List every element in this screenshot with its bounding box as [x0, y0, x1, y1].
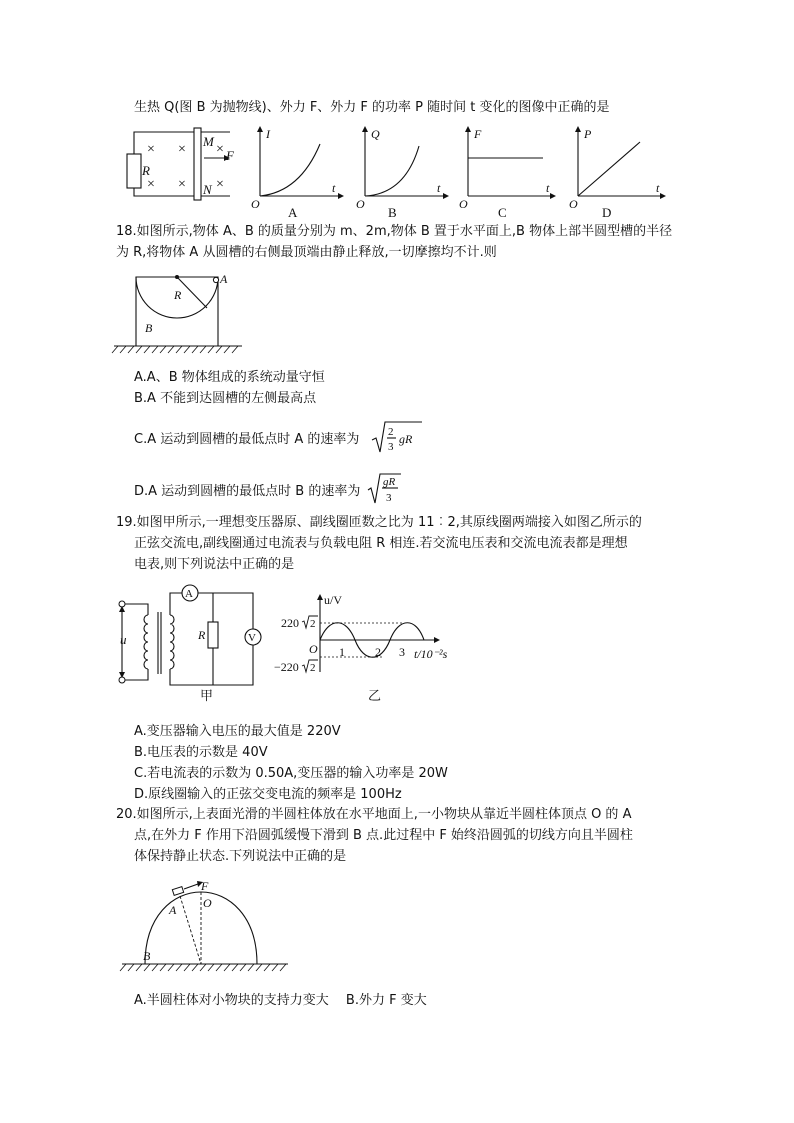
q19-option-d: D.原线圈输入的正弦交变电流的频率是 100Hz — [134, 787, 402, 802]
q17-graph-d — [568, 126, 668, 221]
yi-xlabel: t/10⁻²s — [414, 647, 448, 661]
caption-c: C — [498, 205, 507, 220]
svg-text:O: O — [309, 642, 318, 656]
svg-text:−220: −220 — [274, 660, 299, 674]
svg-text:O: O — [356, 197, 365, 211]
q18-option-b: B.A 不能到达圆槽的左侧最高点 — [134, 391, 317, 406]
svg-text:F: F — [226, 148, 234, 163]
q19-jia-caption: 甲 — [200, 689, 214, 704]
svg-text:3: 3 — [386, 492, 392, 504]
q18-option-c-formula — [370, 418, 430, 458]
svg-text:×: × — [178, 142, 186, 157]
q20-options-ab: A.半圆柱体对小物块的支持力变大 B.外力 F 变大 — [134, 993, 427, 1008]
svg-text:N: N — [203, 182, 212, 197]
q19-line2: 正弦交流电,副线圈通过电流表与负载电阻 R 相连.若交流电压表和交流电流表都是理想 — [134, 536, 628, 551]
q17-circuit-figure — [120, 128, 245, 208]
svg-text:A: A — [169, 903, 177, 917]
svg-text:O: O — [203, 896, 212, 910]
q19-figure-jia — [110, 582, 280, 702]
svg-text:220: 220 — [281, 616, 299, 630]
q18-line1: 18.如图所示,物体 A、B 的质量分别为 m、2m,物体 B 置于水平面上,B 物体上部半圆型槽的半径 — [116, 224, 673, 239]
q17-graph-b — [355, 126, 450, 221]
svg-text:Q: Q — [371, 127, 380, 141]
svg-text:I: I — [266, 127, 270, 141]
svg-text:P: P — [584, 127, 592, 141]
q20-line2: 点,在外力 F 作用下沿圆弧缓慢下滑到 B 点.此过程中 F 始终沿圆弧的切线方向且半圆柱 — [134, 828, 633, 843]
svg-text:R: R — [198, 628, 206, 642]
q18-option-d: D.A 运动到圆槽的最低点时 B 的速率为 — [134, 484, 361, 499]
q19-line3: 电表,则下列说法中正确的是 — [134, 557, 295, 572]
caption-b: B — [388, 205, 397, 220]
svg-text:×: × — [178, 177, 186, 192]
q20-line3: 体保持静止状态.下列说法中正确的是 — [134, 849, 347, 864]
q18-option-d-formula — [367, 472, 407, 508]
svg-text:3: 3 — [399, 645, 405, 659]
svg-text:B: B — [143, 949, 151, 963]
q18-figure — [112, 268, 252, 358]
q18-line2: 为 R,将物体 A 从圆槽的右侧最顶端由静止释放,一切摩擦均不计.则 — [116, 245, 497, 260]
q19-line1: 19.如图甲所示,一理想变压器原、副线圈匝数之比为 11︰2,其原线圈两端接入如图乙所示的 — [116, 515, 642, 530]
resistor-label: R — [142, 163, 150, 178]
q18-option-a: A.A、B 物体组成的系统动量守恒 — [134, 370, 325, 385]
svg-text:×: × — [147, 142, 155, 157]
q20-line1: 20.如图所示,上表面光滑的半圆柱体放在水平地面上,一小物块从靠近半圆柱体顶点 O 的 A — [116, 807, 632, 822]
svg-text:t: t — [332, 181, 336, 195]
svg-text:2: 2 — [310, 618, 316, 630]
svg-text:1: 1 — [339, 645, 345, 659]
yi-ylabel: u/V — [324, 593, 342, 607]
q17-stem-tail: 生热 Q(图 B 为抛物线)、外力 F、外力 F 的功率 P 随时间 t 变化的图像中正确的是 — [134, 100, 610, 115]
q19-option-a: A.变压器输入电压的最大值是 220V — [134, 724, 341, 739]
svg-text:F: F — [201, 879, 209, 893]
q19-option-c: C.若电流表的示数为 0.50A,变压器的输入功率是 20W — [134, 766, 448, 781]
q17-graph-a — [250, 126, 345, 221]
svg-text:3: 3 — [388, 441, 394, 453]
svg-text:B: B — [145, 321, 153, 335]
svg-text:×: × — [216, 142, 224, 157]
svg-text:R: R — [174, 288, 182, 302]
svg-text:t: t — [437, 181, 441, 195]
svg-text:O: O — [459, 197, 468, 211]
q20-figure — [118, 878, 298, 978]
svg-text:u: u — [120, 632, 127, 647]
q19-figure-yi — [274, 594, 464, 686]
svg-text:2: 2 — [388, 426, 394, 438]
svg-text:O: O — [569, 197, 578, 211]
q17-graph-c — [458, 126, 558, 221]
caption-d: D — [602, 205, 612, 220]
svg-text:t: t — [546, 181, 550, 195]
svg-text:t: t — [656, 181, 660, 195]
svg-text:V: V — [248, 632, 256, 644]
svg-text:2: 2 — [310, 662, 316, 674]
svg-text:A: A — [185, 588, 193, 600]
svg-text:×: × — [216, 177, 224, 192]
q18-option-c: C.A 运动到圆槽的最低点时 A 的速率为 — [134, 432, 360, 447]
svg-text:A: A — [220, 272, 228, 286]
svg-text:M: M — [203, 134, 214, 149]
q19-yi-caption: 乙 — [368, 689, 382, 704]
svg-text:gR: gR — [383, 476, 396, 488]
caption-a: A — [288, 205, 298, 220]
svg-text:×: × — [147, 177, 155, 192]
svg-text:gR: gR — [399, 432, 413, 446]
svg-text:2: 2 — [375, 645, 381, 659]
svg-text:F: F — [474, 127, 482, 141]
svg-text:O: O — [251, 197, 260, 211]
q19-option-b: B.电压表的示数是 40V — [134, 745, 268, 760]
